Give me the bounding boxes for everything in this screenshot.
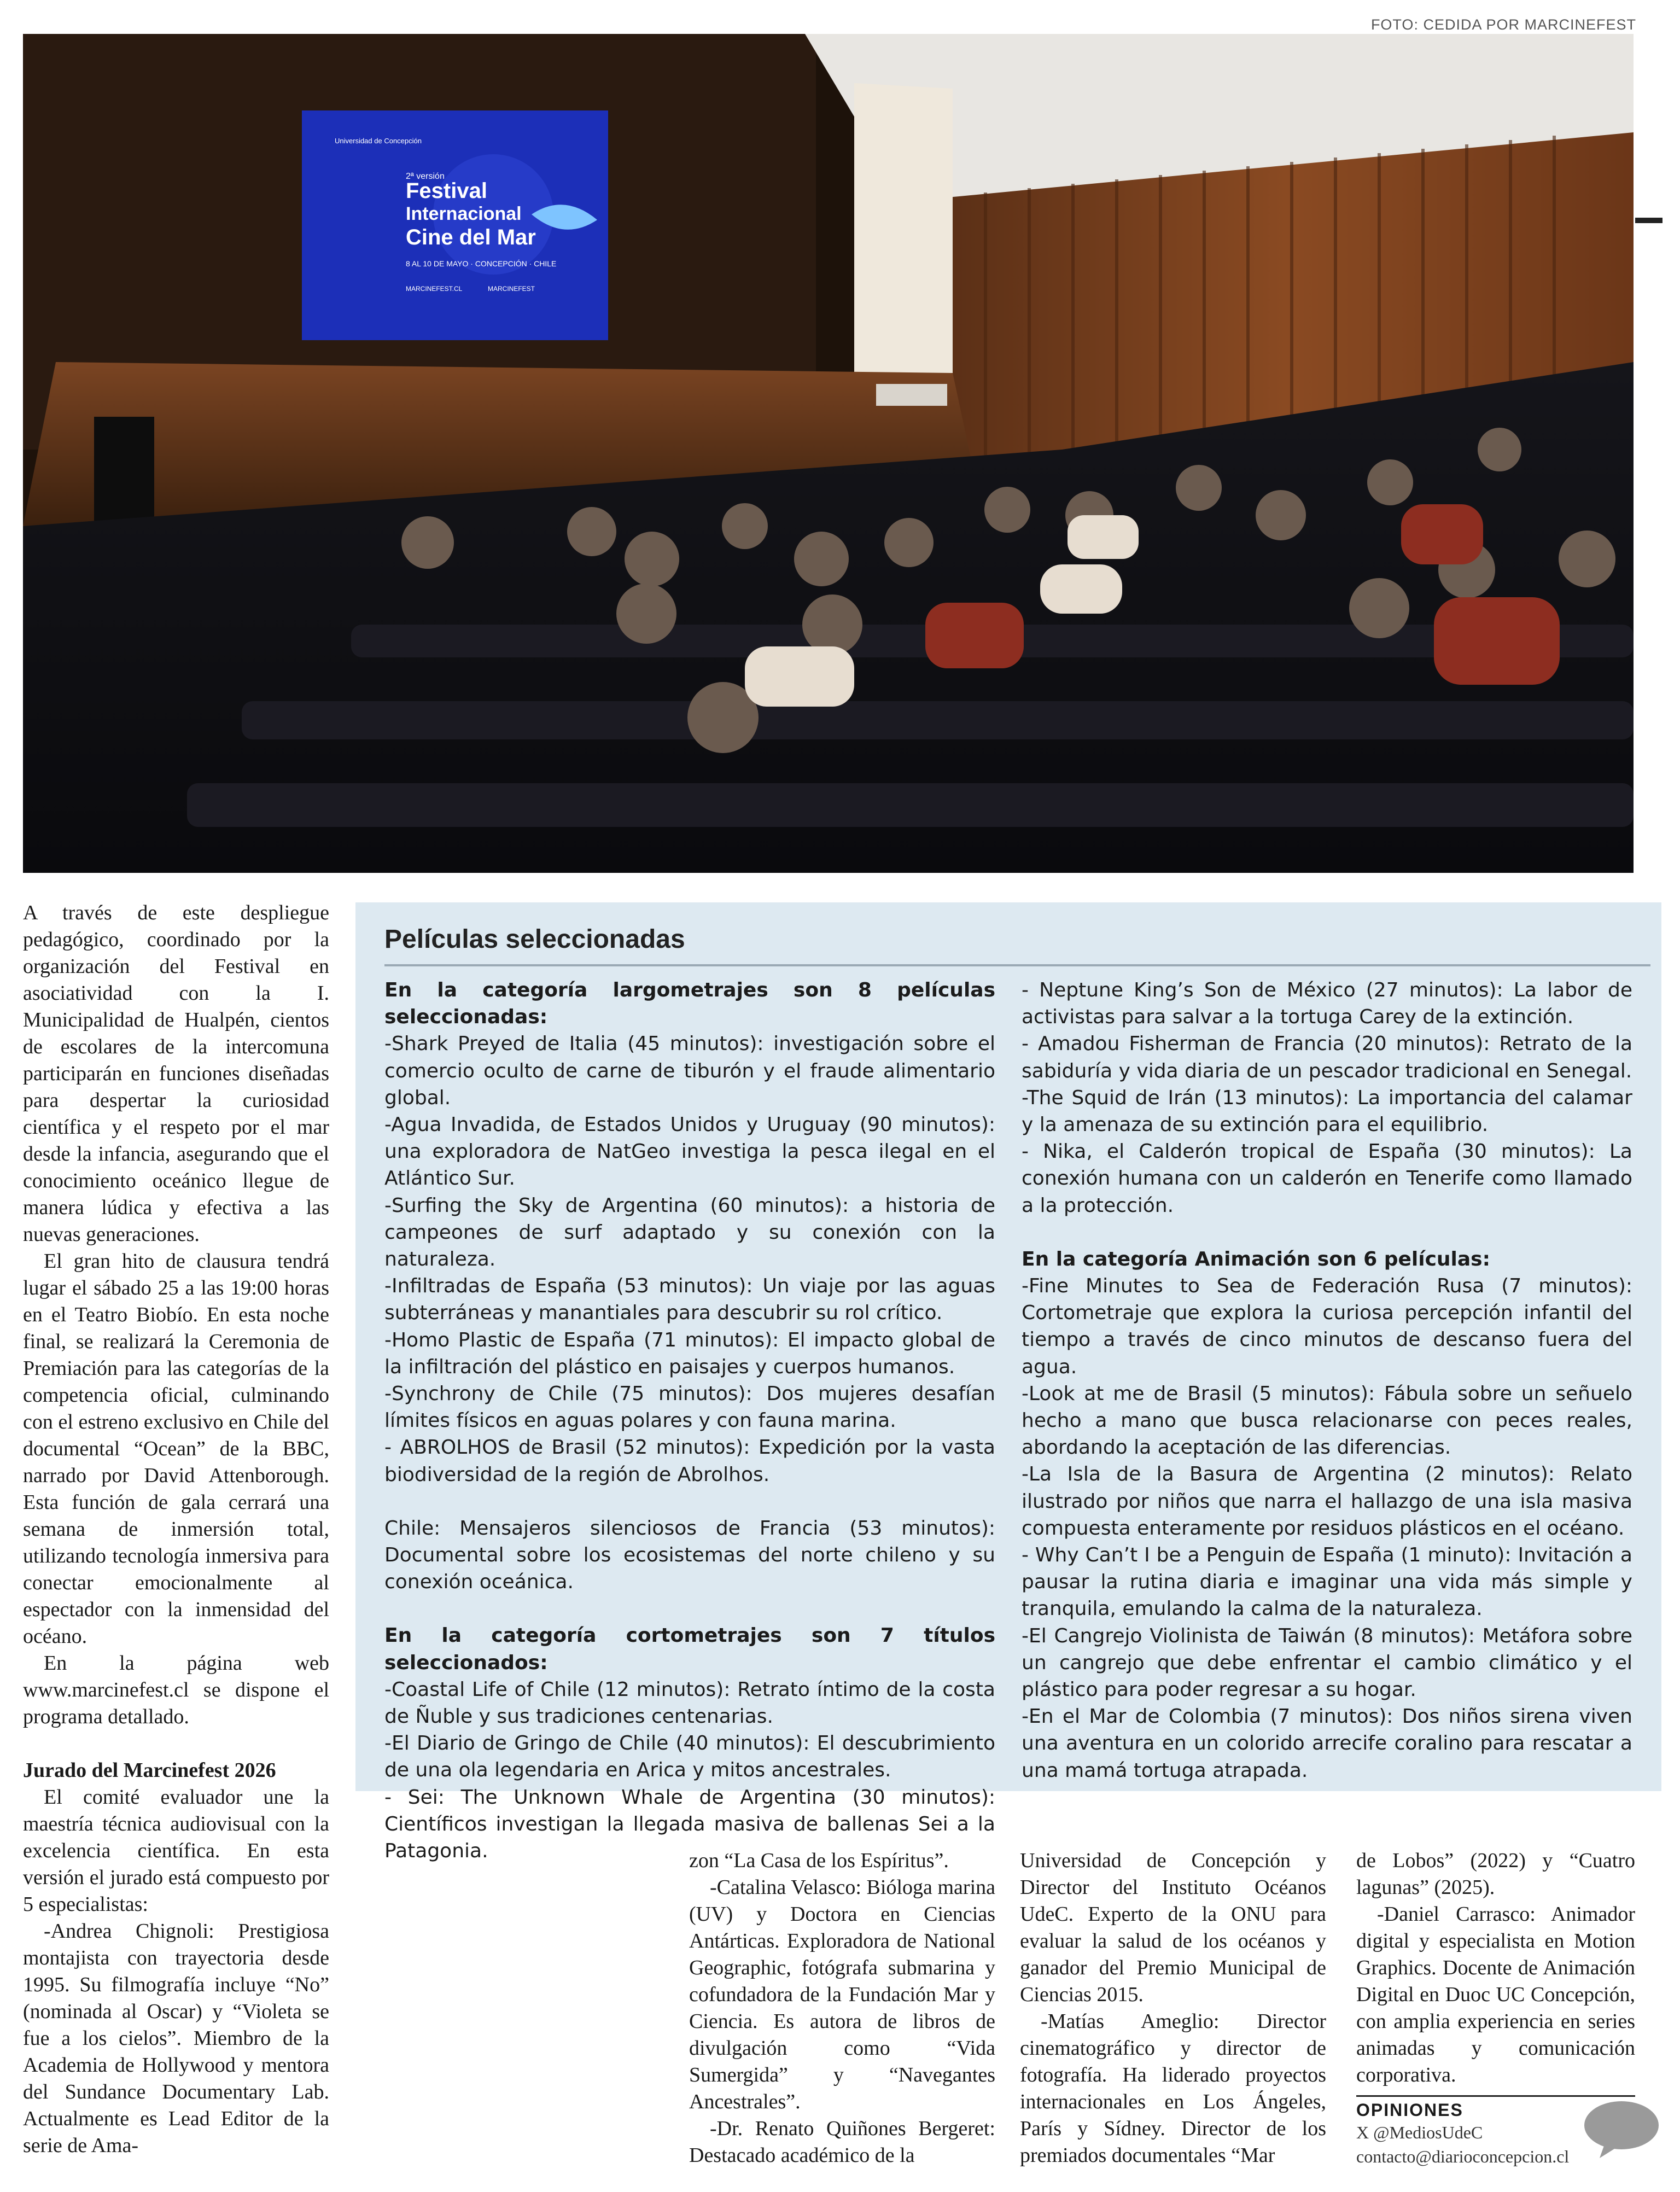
article-paragraph: El gran hito de clausura tendrá lugar el sábado 25 a las 19:00 horas en el Teatro Biobío. En esta noche final, se realizará la Ceremonia de Premiación para las categorías de la competencia oficial, culminando con el estreno exclusivo en Chile del documental “Ocean” de la BBC, narrado por David Attenborough. Esta función de gala cerrará una semana de inmersión total, utilizando tecnología inmersiva para conectar emocionalmente al espectador con la inmensidad del océano. bbox=[23, 1250, 329, 1648]
box-divider bbox=[384, 964, 1650, 966]
spacer bbox=[384, 1595, 995, 1622]
bottom-column-4 bbox=[1356, 1847, 1635, 2089]
opinions-handle: X @MediosUdeC bbox=[1356, 2123, 1483, 2142]
screen-org: Universidad de Concepción bbox=[335, 137, 422, 145]
article-paragraph: -Daniel Carrasco: Animador digital y especialista en Motion Graphics. Docente de Animación Digital en Duoc UC Concepción, con amplia experiencia en series animadas y comunicación corporativa. bbox=[1356, 1903, 1635, 2086]
left-article-column bbox=[23, 900, 329, 2159]
film-entry: -Infiltradas de España (53 minutos): Un viaje por las aguas subterráneas y manantiales para descubrir su rol crítico. bbox=[384, 1275, 995, 1325]
film-entry: - Nika, el Calderón tropical de España (30 minutos): La conexión humana con un calderón en Tenerife como llamado a la protección. bbox=[1022, 1140, 1632, 1217]
film-entry: -Fine Minutes to Sea de Federación Rusa (7 minutos): Cortometraje que explora la curiosa percepción infantil del tiempo a través de cinco minutos de descanso fuera del agua. bbox=[1022, 1275, 1632, 1378]
article-paragraph: -Catalina Velasco: Bióloga marina (UV) y Doctora en Ciencias Antárticas. Exploradora de National Geographic, fotógrafa submarina y cofundadora de la Fundación Mar y Ciencia. Es autora de libros de divulgación como “Vida Sumergida” y “Navegantes Ancestrales”. bbox=[689, 1876, 995, 2113]
article-paragraph: -Dr. Renato Quiñones Bergeret: Destacado académico de la bbox=[689, 2117, 995, 2167]
film-entry: -Synchrony de Chile (75 minutos): Dos mujeres desafían límites físicos en aguas polares y con fauna marina. bbox=[384, 1383, 995, 1432]
article-paragraph: Universidad de Concepción y Director del Instituto Océanos UdeC. Experto de la ONU para evaluar la salud de los océanos y ganador del Premio Municipal de Ciencias 2015. bbox=[1020, 1849, 1326, 2006]
article-paragraph: El comité evaluador une la maestría técnica audiovisual con la excelencia científica. En esta versión el jurado está compuesto por 5 especialistas: bbox=[23, 1786, 329, 1916]
box-column-1 bbox=[384, 977, 995, 1864]
category-heading: En la categoría cortometrajes son 7 títulos seleccionados: bbox=[384, 1624, 995, 1674]
bottom-column-2 bbox=[689, 1847, 995, 2169]
film-entry: - Sei: The Unknown Whale de Argentina (30 minutos): Científicos investigan la llegada masiva de ballenas Sei a la Patagonia. bbox=[384, 1786, 995, 1863]
article-paragraph: A través de este despliegue pedagógico, coordinado por la organización del Festival en asociatividad con la I. Municipalidad de Hualpén, cientos de escolares de la intercomuna participarán en funciones diseñadas para despertar la curiosidad científica y el respeto por el mar desde la infancia, asegurando que el conocimiento oceánico llegue de manera lúdica y efectiva a las nuevas generaciones. bbox=[23, 901, 329, 1246]
article-paragraph: zon “La Casa de los Espíritus”. bbox=[689, 1849, 949, 1872]
screen-handle: MARCINEFEST bbox=[488, 285, 535, 293]
photo-credit: FOTO: CEDIDA POR MARCINEFEST bbox=[1370, 16, 1636, 33]
film-entry: -El Cangrejo Violinista de Taiwán (8 minutos): Metáfora sobre un cangrejo que debe enfrentar el cambio climático y el plástico para poder regresar a su hogar. bbox=[1022, 1624, 1632, 1701]
film-entry: -Surfing the Sky de Argentina (60 minutos): a historia de campeones de surf adaptado y su conexión con la naturaleza. bbox=[384, 1194, 995, 1271]
article-paragraph: -Andrea Chignoli: Prestigiosa montajista con trayectoria desde 1995. Su filmografía incluye “No” (nominada al Oscar) y “Violeta se fue a los cielos”. Miembro de la Academia de Hollywood y mentora del Sundance Documentary Lab. Actualmente es Lead Editor de la serie de Ama- bbox=[23, 1920, 329, 2157]
category-heading: En la categoría largometrajes son 8 películas seleccionadas: bbox=[384, 979, 995, 1029]
category-heading: En la categoría Animación son 6 películas: bbox=[1022, 1247, 1491, 1270]
box-column-2 bbox=[1022, 977, 1632, 1784]
opinions-email: contacto@diarioconcepcion.cl bbox=[1356, 2147, 1570, 2166]
spacer bbox=[1022, 1219, 1632, 1246]
speech-bubble-icon bbox=[1583, 2099, 1660, 2159]
column-rule-mark bbox=[1635, 218, 1662, 223]
screen-title-line3: Cine del Mar bbox=[406, 225, 536, 249]
film-entry: -Shark Preyed de Italia (45 minutos): investigación sobre el comercio oculto de carne de tiburón y el fraude alimentario global. bbox=[384, 1033, 995, 1109]
screen-dates: 8 AL 10 DE MAYO · CONCEPCIÓN · CHILE bbox=[406, 259, 557, 268]
opinions-title: OPINIONES bbox=[1356, 2100, 1463, 2120]
bottom-column-3 bbox=[1020, 1847, 1326, 2169]
film-entry: -Coastal Life of Chile (12 minutos): Retrato íntimo de la costa de Ñuble y sus tradiciones centenarias. bbox=[384, 1678, 995, 1728]
film-entry: -La Isla de la Basura de Argentina (2 minutos): Relato ilustrado por niños que narra el hallazgo de una isla masiva compuesta enteramente por residuos plásticos en el océano. bbox=[1022, 1463, 1632, 1540]
screen-edition: 2ª versión bbox=[406, 172, 445, 181]
spacer bbox=[384, 1488, 995, 1515]
film-entry: - Neptune King’s Son de México (27 minutos): La labor de activistas para salvar a la tortuga Carey de la extinción. bbox=[1022, 979, 1632, 1029]
film-entry: -Agua Invadida, de Estados Unidos y Uruguay (90 minutos): una exploradora de NatGeo investiga la pesca ilegal en el Atlántico Sur. bbox=[384, 1114, 995, 1190]
film-entry: -Homo Plastic de España (71 minutos): El impacto global de la infiltración del plástico en paisajes y cuerpos humanos. bbox=[384, 1328, 995, 1378]
cinema-photo bbox=[23, 34, 1634, 873]
film-entry: -The Squid de Irán (13 minutos): La importancia del calamar y la amenaza de su extinción para el equilibrio. bbox=[1022, 1086, 1632, 1136]
article-paragraph: de Lobos” (2022) y “Cuatro lagunas” (2025). bbox=[1356, 1849, 1635, 1899]
film-entry: -Look at me de Brasil (5 minutos): Fábula sobre un señuelo hecho a mano que busca relacionarse con peces reales, abordando la aceptación de las diferencias. bbox=[1022, 1382, 1632, 1459]
cinema-scene-illustration bbox=[23, 34, 1634, 873]
screen-title-line2: Internacional bbox=[406, 203, 522, 224]
box-title: Películas seleccionadas bbox=[384, 925, 685, 954]
film-entry: Chile: Mensajeros silenciosos de Francia (53 minutos): Documental sobre los ecosistemas del norte chileno y su conexión oceánica. bbox=[384, 1517, 995, 1594]
film-entry: -En el Mar de Colombia (7 minutos): Dos niños sirena viven una aventura en un colorido arrecife coralino para rescatar a una mamá tortuga atrapada. bbox=[1022, 1705, 1632, 1782]
screen-title-line1: Festival bbox=[406, 179, 487, 203]
film-entry: - ABROLHOS de Brasil (52 minutos): Expedición por la vasta biodiversidad de la región de Abrolhos. bbox=[384, 1436, 995, 1486]
film-entry: - Why Can’t I be a Penguin de España (1 minuto): Invitación a pausar la rutina diaria e imaginar una vida más simple y tranquila, emulando la calma de la naturaleza. bbox=[1022, 1544, 1632, 1620]
article-paragraph: -Matías Ameglio: Director cinematográfico y director de fotografía. Ha liderado proyectos internacionales en Los Ángeles, París y Sídney. Director de los premiados documentales “Mar bbox=[1020, 2010, 1326, 2167]
film-entry: - Amadou Fisherman de Francia (20 minutos): Retrato de la sabiduría y vida diaria de un pescador tradicional en Senegal. bbox=[1022, 1033, 1632, 1082]
screen-site: MARCINEFEST.CL bbox=[406, 285, 463, 293]
film-entry: -El Diario de Gringo de Chile (40 minutos): El descubrimiento de una ola legendaria en Arica y mitos ancestrales. bbox=[384, 1732, 995, 1782]
article-paragraph: En la página web www.marcinefest.cl se dispone el programa detallado. bbox=[23, 1652, 329, 1728]
jury-heading: Jurado del Marcinefest 2026 bbox=[23, 1759, 276, 1782]
